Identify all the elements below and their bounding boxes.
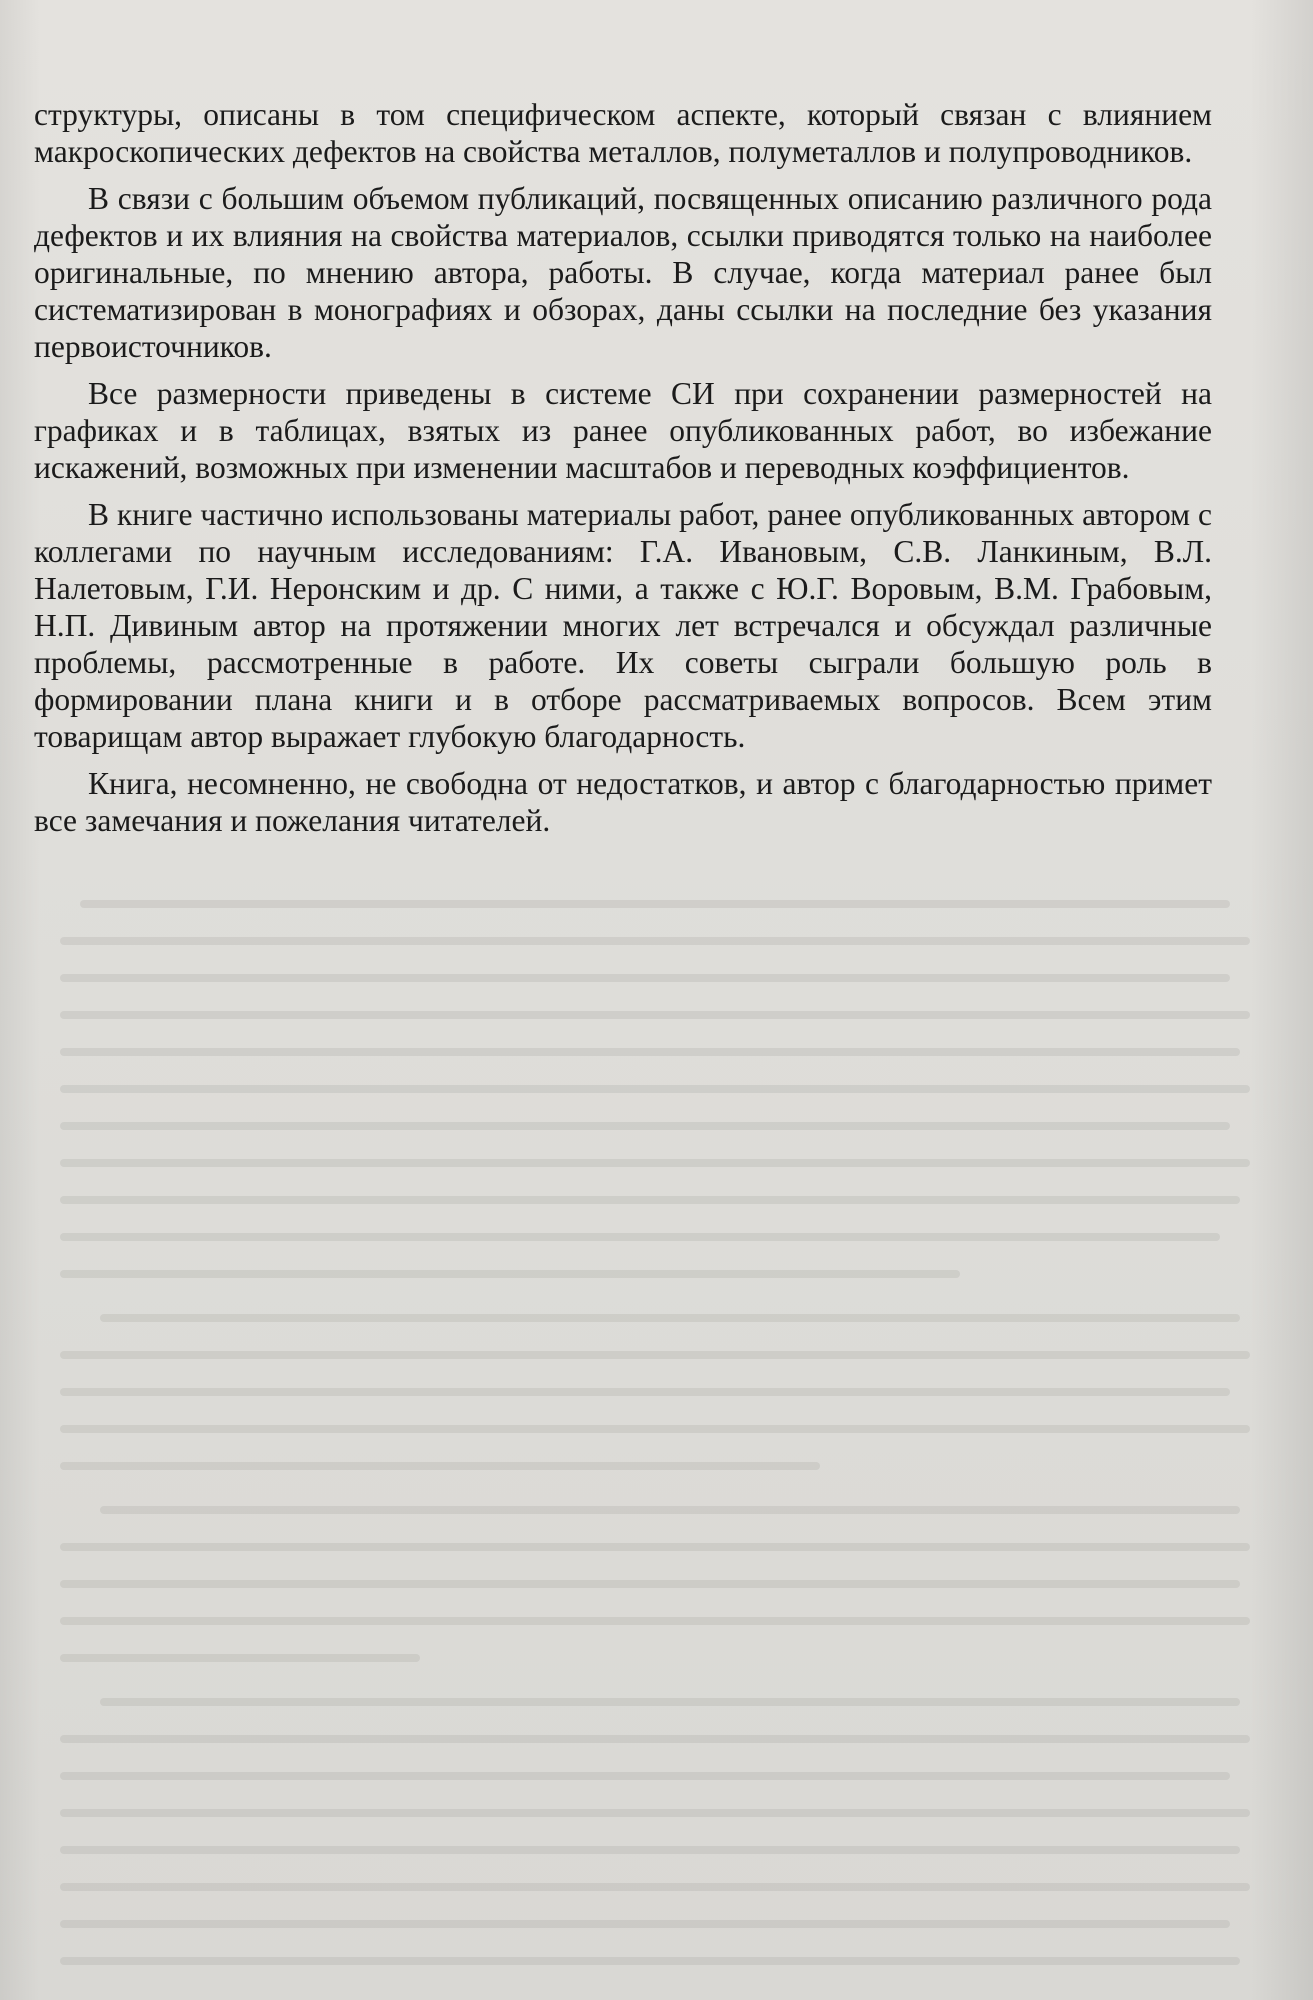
- paragraph-1: структуры, описаны в том специфическом аспекте, который связан с влиянием макроскопических дефектов на свойства металлов, полуметаллов и полупроводников.: [34, 97, 1212, 169]
- paragraph-2: В связи с большим объемом публикаций, посвященных описанию различного рода дефектов и их влияния на свойства материалов, ссылки приводятся только на наиболее оригинальные, по мнению автора, работы. В случае, когда материал ранее был систематизирован в монографиях и обзорах, даны ссылки на последние без указания первоисточников.: [34, 181, 1212, 364]
- paragraph-5: Книга, несомненно, не свободна от недостатков, и автор с благодарностью примет все замечания и пожелания читателей.: [34, 766, 1212, 838]
- show-through-text: [40, 880, 1280, 2000]
- paragraph-4: В книге частично использованы материалы работ, ранее опубликованных автором с коллегами по научным исследованиям: Г.А. Ивановым, С.В. Ланкиным, В.Л. Налетовым, Г.И. Неронским и др. С ними, а также с Ю.Г. Воровым, В.М. Грабовым, Н.П. Дивиным автор на протяжении многих лет встречался и обсуждал различные проблемы, рассмотренные в работе. Их советы сыграли большую роль в формировании плана книги и в отборе рассматриваемых вопросов. Всем этим товарищам автор выражает глубокую благодарность.: [34, 497, 1212, 754]
- page-text: [34, 96, 1212, 849]
- paragraph-3: Все размерности приведены в системе СИ при сохранении размерностей на графиках и в таблицах, взятых из ранее опубликованных работ, во избежание искажений, возможных при изменении масштабов и переводных коэффициентов.: [34, 376, 1212, 485]
